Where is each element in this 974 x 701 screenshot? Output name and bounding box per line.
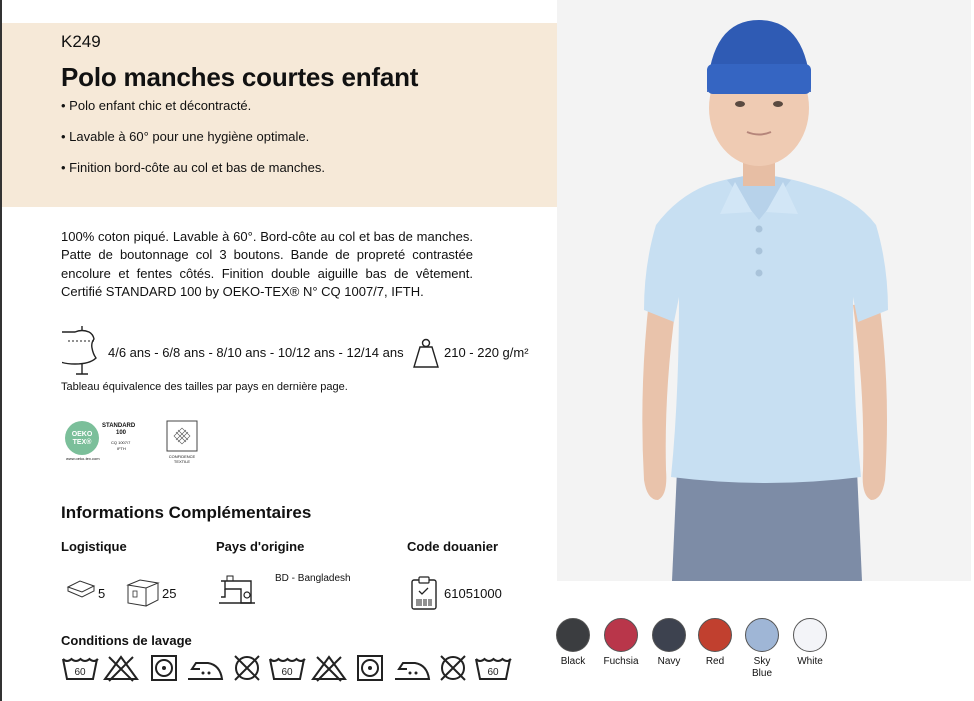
color-swatch-label: Black <box>560 656 586 667</box>
color-swatch-red[interactable] <box>698 618 732 652</box>
sewing-machine-icon <box>217 573 257 609</box>
country-origin-value: BD - Bangladesh <box>275 573 351 584</box>
svg-text:60: 60 <box>487 667 499 678</box>
color-swatch-label: Navy <box>657 656 681 667</box>
size-range: 4/6 ans - 6/8 ans - 8/10 ans - 10/12 ans - 12/14 ans <box>108 345 404 360</box>
color-swatch-fuchsia[interactable] <box>604 618 638 652</box>
no-bleach-icon <box>310 654 348 682</box>
product-photo <box>557 0 971 581</box>
mannequin-icon <box>62 324 102 376</box>
no-bleach-icon <box>102 654 140 682</box>
product-title: Polo manches courtes enfant <box>61 62 419 92</box>
feature-bullet: • Lavable à 60° pour une hygiène optimale. <box>61 129 310 144</box>
weight-icon <box>412 337 440 369</box>
fabric-weight: 210 - 220 g/m² <box>444 345 529 360</box>
iron-low-icon <box>186 654 224 682</box>
carton-box-icon <box>126 577 160 607</box>
customs-document-icon <box>410 575 438 611</box>
product-description: 100% coton piqué. Lavable à 60°. Bord-côte au col et bas de manches. Patte de boutonnage col 3 boutons. Bande de propreté contrastée encolure et fentes côtés. Finition double aiguille bas de vêtement. Certifié STANDARD 100 by OEKO-TEX® N° CQ 1007/7, IFTH. <box>61 229 473 300</box>
oeko-standard-number: 100 <box>116 430 127 436</box>
oeko-url: www.oeko-tex.com <box>66 456 100 461</box>
oeko-tex-logo <box>62 420 144 464</box>
color-swatch-label: White <box>797 656 823 667</box>
tumble-dry-icon <box>145 654 183 682</box>
oeko-standard-label: STANDARD <box>102 423 136 429</box>
no-dry-clean-icon <box>434 654 472 682</box>
iron-low-icon <box>393 654 431 682</box>
color-swatch-label: Fuchsia <box>603 656 639 667</box>
color-swatch-sky-blue[interactable] <box>745 618 779 652</box>
product-reference: K249 <box>61 32 101 51</box>
oeko-ifth: IFTH <box>117 446 126 451</box>
oeko-cert-number: CQ 1007/7 <box>111 440 131 445</box>
wash-60-icon <box>61 654 99 682</box>
customs-code-label: Code douanier <box>407 539 499 554</box>
carton-quantity: 25 <box>162 586 177 601</box>
wash-60-icon <box>474 654 512 682</box>
color-swatch-white[interactable] <box>793 618 827 652</box>
tumble-dry-icon <box>351 654 389 682</box>
color-swatch-black[interactable] <box>556 618 590 652</box>
wash-conditions-heading: Conditions de lavage <box>61 633 192 648</box>
confidence-textile-icon <box>166 420 198 452</box>
svg-text:60: 60 <box>74 667 86 678</box>
feature-bullet: • Finition bord-côte au col et bas de manches. <box>61 160 325 175</box>
no-dry-clean-icon <box>228 654 266 682</box>
wash-60-icon <box>268 654 306 682</box>
oeko-tex-logo-text: OEKO TEX® <box>71 431 93 446</box>
customs-code-value: 61051000 <box>444 586 502 601</box>
size-equivalence-note: Tableau équivalence des tailles par pays en dernière page. <box>61 381 348 393</box>
svg-text:60: 60 <box>281 667 293 678</box>
pack-quantity: 5 <box>98 586 106 601</box>
color-swatch-label: Sky Blue <box>751 656 772 679</box>
confidence-textile-label: CONFIDENCE TEXTILE <box>168 454 196 464</box>
feature-bullet: • Polo enfant chic et décontracté. <box>61 98 252 113</box>
color-swatch-label: Red <box>705 656 725 667</box>
polybag-icon <box>66 578 96 598</box>
logistics-label: Logistique <box>61 539 127 554</box>
color-swatch-navy[interactable] <box>652 618 686 652</box>
country-origin-label: Pays d'origine <box>216 539 305 554</box>
confidence-textile-logo <box>166 420 200 466</box>
boy-wearing-polo-image <box>557 0 971 581</box>
additional-info-heading: Informations Complémentaires <box>61 503 312 522</box>
